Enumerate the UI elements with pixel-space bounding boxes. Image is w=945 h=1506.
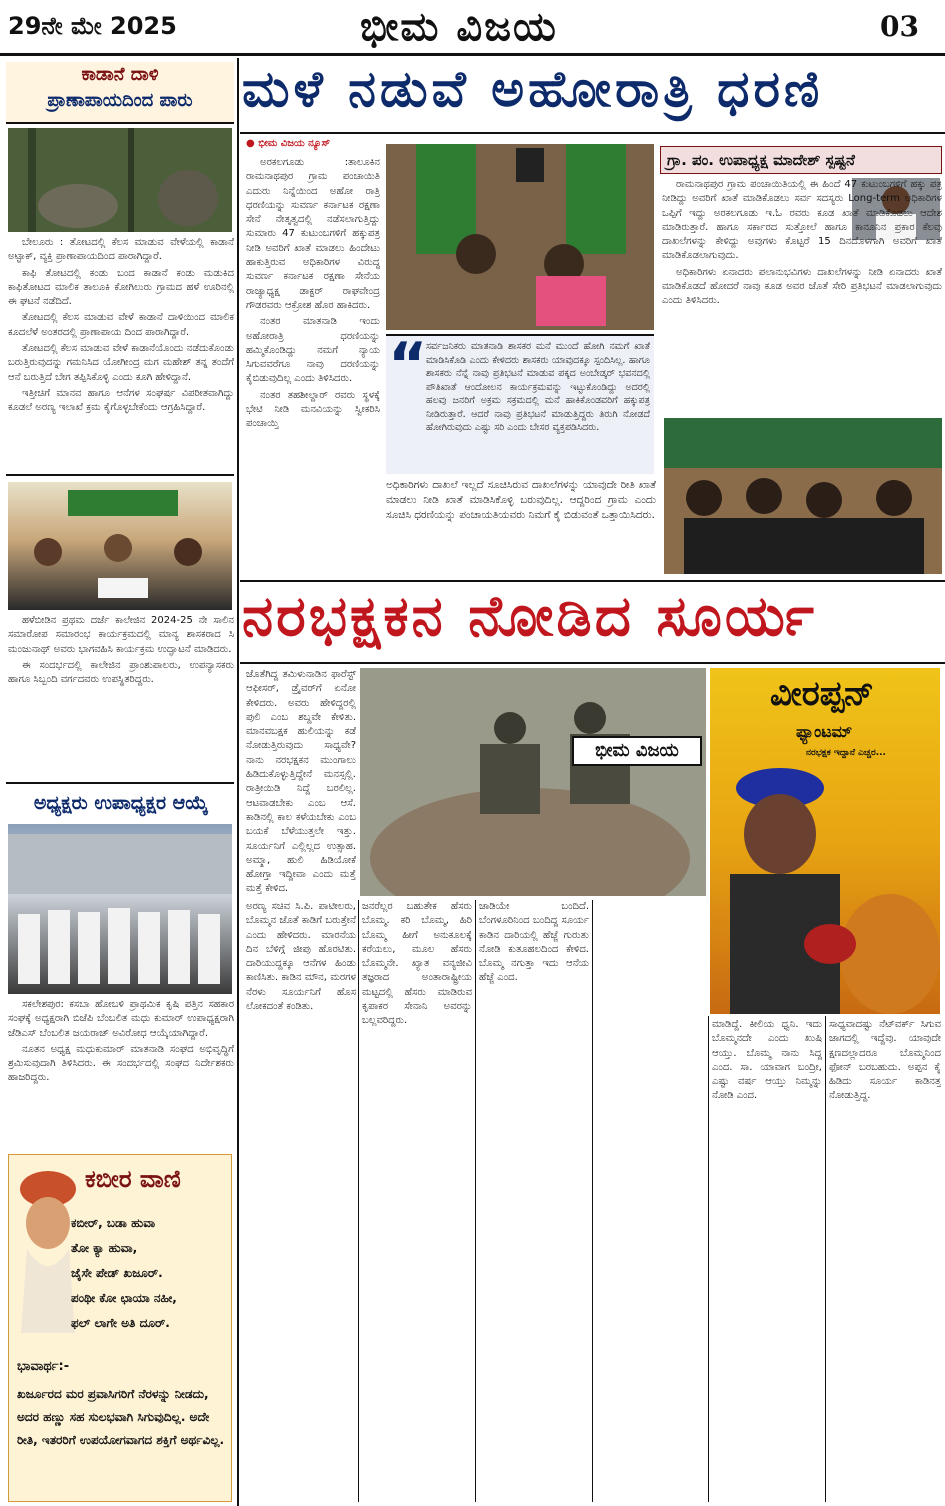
lead-paragraph: ನಂತರ ತಹಶೀಲ್ದಾರ್ ರವರು ಸ್ಥಳಕ್ಕೆ ಭೇಟಿ ನೀಡಿ ಮನವಿಯನ್ನು ಸ್ವೀಕರಿಸಿ ಪಂಚಾಯ್ತಿ: [246, 389, 380, 430]
story1-paragraph: ಇತ್ತೀಚಿಗೆ ಮಾನವ ಹಾಗೂ ಆನೆಗಳ ಸಂಘರ್ಷ ವಿಪರೀತವಾಗಿದ್ದು ಕೂಡಲೆ ಅರಣ್ಯ ಇಲಾಖೆ ಕ್ರಮ ಕೈಗೊಳ್ಳಬೇಕೆಂದು ಆಗ್ರಹಿಸಿದ್ದಾರೆ.: [8, 387, 234, 414]
kabir-verse: [71, 1211, 231, 1351]
side-box-body: [662, 178, 942, 414]
elephant-ride-photo: [360, 668, 706, 896]
lead-paragraph: ನಂತರ ಮಾತನಾಡಿ ಇಂದು ಅಹೋರಾತ್ರಿ ಧರಣಿಯನ್ನು ಹಮ್ಮಿಕೊಂಡಿದ್ದು ನಮಗೆ ನ್ಯಾಯ ಸಿಗುವವರೆಗೂ ನಾವು ದರಣಿಯನ್ನು ಕೈಬಿಡುವುದಿಲ್ಲ ಎಂದು ತಿಳಿಸಿದರು.: [246, 316, 380, 385]
college-event-photo: [8, 482, 232, 610]
kabir-vani-box: [8, 1154, 232, 1502]
photo-brand-stamp: ಭೀಮ ವಿಜಯ: [572, 736, 702, 766]
kabir-meaning-label: ಭಾವಾರ್ಥ:-: [17, 1359, 70, 1374]
story1-title-line2: ಪ್ರಾಣಾಪಾಯದಿಂದ ಪಾರು: [47, 90, 193, 111]
elephant-ride-graphic: [360, 668, 706, 896]
lead-col1: [246, 156, 380, 574]
side-box-paragraph: ಅಧಿಕಾರಿಗಳು ಏನಾದರು ಪಲಾನುಭವಿಗಳು ದಾಖಲೆಗಳನ್ನು ನೀಡಿ ಏನಾದರು ಖಾತೆ ಮಾಡಿಕೊಡದೆ ಹೋದರೆ ನಾವು ಕೂಡ ಅವರ ಜೊತೆ ಸೇರಿ ಪ್ರತಿಭಟನೆ ಮಾಡಲಾಗುವುದು ಎಂದು ತಿಳಿಸಿದರು.: [662, 266, 942, 307]
election-group-graphic: [8, 824, 232, 994]
protest-crowd-photo: [664, 418, 942, 574]
lead-quote-box: [386, 334, 654, 474]
dharna-photo-graphic: [386, 144, 654, 330]
second-col-left: ಜೊತೆಗಿದ್ದ ತಮಿಳುನಾಡಿನ ಫಾರೆಸ್ಟ್ ಆಫೀಸರ್, ಡ್ರೈವರ್‌ಗೆ ಏನೋ ಕೇಳಿದರು. ಅವರು ಹೇಳಿದ್ದರಲ್ಲಿ ಪುಲಿ ಎಂಬ ಶಬ್ದವೇ ಕೇಳಿತು. ಮಾನವಬಕ್ಷಕ ಹುಲಿಯನ್ನು ಕಡೆ ನೋಡುತ್ತಿರುವುದು ಸಾಧ್ಯವೇ? ನಾನು ನರಭಕ್ಷಕನ ಮುಂಗಾಲು ಹಿಡಿದುಕೊಳ್ಳುತ್ತಿದ್ದೇನೆ ಮನಸ್ಸಲ್ಲಿ. ರಾತ್ರೀಯಿಡಿ ನಿದ್ದೆ ಬರಲಿಲ್ಲ. ಆಟವಾಡಬೇಕು ಎಂಬ ಆಸೆ. ಕಾಡಿನಲ್ಲಿ ಕಾಲ ಕಳೆಯಬೇಕು ಎಂಬ ಬಯಕೆ ಬೆಳೆಯುತ್ತಲೇ ಇತ್ತು. ಸೂರ್ಯನಿಗೆ ಎಲ್ಲಿಲ್ಲದ ಉತ್ಸಾಹ. ಅಮ್ಮಾ, ಹುಲಿ ಹಿಡಿಯೋಕೆ ಹೋಗ್ತಾ ಇದ್ದೀವಾ ಎಂದು ಮತ್ತೆ ಮತ್ತೆ ಕೇಳಿದ.: [246, 669, 356, 895]
column-rule: [592, 900, 593, 1502]
elephant-photo: [8, 128, 232, 232]
second-divider-top: [240, 580, 945, 582]
story2-body: [8, 614, 234, 776]
story3-paragraph: ನೂತನ ಅಧ್ಯಕ್ಷ ಮಧುಕುಮಾರ್ ಮಾತನಾಡಿ ಸಂಘದ ಅಭಿವೃದ್ಧಿಗೆ ಶ್ರಮಿಸುವುದಾಗಿ ತಿಳಿಸಿದರು. ಈ ಸಂದರ್ಭದಲ್ಲಿ ಸಂಘದ ನಿರ್ದೇಶಕರು ಹಾಜರಿದ್ದರು.: [8, 1043, 234, 1084]
second-col-d: ಮಾಡಿದ್ದೆ. ಕೀಲಿಯ ಧ್ವನಿ. ಇದು ಬೊಮ್ಮನದೇ ಎಂದು ಖುಷಿ ಆಯ್ತು. ಬೊಮ್ಮ ನಾನು ಸಿದ್ದ ಎಂದ. ಸಾ. ಯಾವಾಗ ಬಂದ್ರೀ, ಎಷ್ಟು ವರ್ಷ ಆಯ್ತು ನಿಮ್ಮನ್ನು ನೋಡಿ ಎಂದ.: [712, 1019, 822, 1102]
story1-body: [8, 236, 234, 470]
kabir-verse-line: ಕಬೀರ್, ಬಡಾ ಹುವಾ: [71, 1216, 156, 1230]
poster-title: ವೀರಪ್ಪನ್: [770, 674, 875, 714]
second-divider: [240, 662, 945, 664]
masthead: [0, 0, 945, 56]
poster-subtitle: ಫ್ಯಾಂಟಮ್: [796, 722, 853, 741]
column-rule: [358, 900, 359, 1502]
byline-bullet-icon: ●: [246, 138, 259, 149]
poster-artwork: [710, 764, 940, 1014]
story1-paragraph: ತೋಟದಲ್ಲಿ ಕೆಲಸ ಮಾಡುವ ವೇಳೆ ಕಾಡಾನೆಯೊಂದು ನಡೆದುಕೊಂಡು ಬರುತ್ತಿರುವುದನ್ನು ಗಮನಿಸಿದ ಯೋಗೀಂದ್ರ ಮಗ ಮಹೇಶ್ ತನ್ನ ತಂದೆಗೆ ಆನೆ ಬರುತ್ತಿದೆ ಬೇಗ ತಪ್ಪಿಸಿಕೊಳ್ಳಿ ಎಂದು ಕೂಗಿ ಹೇಳಿದ್ದಾನೆ.: [8, 343, 234, 383]
dharna-photo: [386, 144, 654, 330]
side-box-title: ಗ್ರಾ. ಪಂ. ಉಪಾಧ್ಯಕ್ಷ ಮಾದೇಶ್ ಸ್ಪಷ್ಟನೆ: [660, 146, 942, 174]
lead-paragraph: ಅರಕಲಗೂಡು :ತಾಲೂಕಿನ ರಾಮನಾಥಪುರ ಗ್ರಾಮ ಪಂಚಾಯಿತಿ ಎದುರು ನಿನ್ನೆಯಿಂದ ಅಹೋ ರಾತ್ರಿ ಧರಣಿಯನ್ನು ಸುವರ್ಣ ಕರ್ನಾಟಕ ರಕ್ಷಣಾ ಸೇನೆ ನೇತೃತ್ವದಲ್ಲಿ ನಡೆಸಲಾಗುತ್ತಿದ್ದು ಸುಮಾರು 47 ಕುಟುಂಬಗಳಿಗೆ ಹಕ್ಕುಪತ್ರ ನೀಡಿ ಅವರಿಗೆ ಖಾತೆ ಮಾಡಲು ಹಿಂದೇಟು ಹಾಕುತ್ತಿರುವ ಅಧಿಕಾರಿಗಳ ವಿರುದ್ಧ ಸುವರ್ಣ ಕರ್ನಾಟಕ ರಕ್ಷಣಾ ಸೇನೆಯ ರಾಜ್ಯಾಧ್ಯಕ್ಷ ಡಾಕ್ಟರ್ ರಾಘವೇಂದ್ರ ಗೌಡರವರು ಆಕ್ರೋಶ ಹೊರ ಹಾಕಿದರು.: [246, 157, 380, 311]
movie-poster: [710, 668, 940, 1014]
kabir-verse-line: ಫಲ್ ಲಾಗೇ ಅತಿ ದೂರ್.: [71, 1316, 170, 1330]
second-col-b: ಜನರೆಲ್ಲರ ಬಹುತೇಕ ಹೆಸರು ಬೊಮ್ಮ. ಕರಿ ಬೊಮ್ಮ, ಹಿರಿ ಬೊಮ್ಮ ಹೀಗೆ ಅನುಕೂಲಕ್ಕೆ ಕರೆಯಲು, ಮೂಲ ಹೆಸರು ಬೊಮ್ಮನೇ. ಖ್ಯಾತ ವನ್ಯಜೀವಿ ತಜ್ಞರಾದ ಅಂತಾರಾಷ್ಟ್ರೀಯ ಮಟ್ಟದಲ್ಲಿ ಹೆಸರು ಮಾಡಿರುವ ಕೃಪಾಕರ ಸೇನಾನಿ ಅವರನ್ನು ಬಲ್ಲವರಿದ್ದರು.: [362, 901, 472, 1027]
second-headline: ನರಭಕ್ಷಕನ ನೋಡಿದ ಸೂರ್ಯ: [242, 584, 817, 649]
protest-crowd-graphic: [664, 418, 942, 574]
second-col-c2: [596, 900, 706, 1502]
story2-paragraph: ಹಳೆಬೀಡಿನ ಪ್ರಥಮ ದರ್ಜೆ ಕಾಲೇಜಿನ 2024-25 ನೇ ಸಾಲಿನ ಸಮಾರೋಪ ಸಮಾರಂಭ ಕಾರ್ಯಕ್ರಮದಲ್ಲಿ ಮಾನ್ಯ ಶಾಸಕರಾದ ಸಿ ಮಂಜುನಾಥ್ ಅವರು ಭಾಗವಹಿಸಿ ಕಾರ್ಯಕ್ರಮ ಉದ್ಘಾಟನೆ ಮಾಡಿದರು.: [8, 615, 234, 655]
story1-paragraph: ಕಾಫಿ ತೋಟದಲ್ಲಿ ಕಂಡು ಬಂದ ಕಾಡಾನೆ ಕಂಡು ಮಡುಕಿದ ಕಾಫಿತೋಟದ ಮಾಲಿಕ ತಾಲೂಕಿ ಕೋಗಿಲುರು ಗ್ರಾಮದ ಹಳೆ ಊರಿನಲ್ಲಿ ಈ ಘಟನೆ ನಡೆದಿದೆ.: [8, 267, 234, 308]
column-divider: [237, 58, 239, 1506]
lead-divider: [240, 132, 945, 134]
lead-headline: ಮಳೆ ನಡುವೆ ಅಹೋರಾತ್ರಿ ಧರಣಿ: [242, 60, 824, 118]
kabir-verse-line: ತೋ ಕ್ಯಾ ಹುವಾ,: [71, 1241, 138, 1255]
elephant-photo-graphic: [8, 128, 232, 232]
story1-paragraph: ಬೇಲೂರು : ತೋಟದಲ್ಲಿ ಕೆಲಸ ಮಾಡುವ ವೇಳೆಯಲ್ಲಿ ಕಾಡಾನೆ ಅಟ್ಟಾಕ್, ವ್ಯಕ್ತಿ ಪ್ರಾಣಾಪಾಯದಿಂದ ಪಾರಾಗಿದ್ದಾರೆ.: [8, 237, 234, 263]
brand-text: ಭೀಮ ವಿಜಯ: [360, 4, 558, 50]
kabir-verse-line: ಪಂಥೀ ಕೋ ಛಾಯಾ ನಹೀ,: [71, 1291, 177, 1305]
story1-title-box: [6, 62, 234, 124]
lead-quote-text: ಸರ್ವಜನಿಕರು ಮಾತನಾಡಿ ಶಾಸಕರ ಮನೆ ಮುಂದೆ ಹೋಗಿ ನಮಗೆ ಖಾತೆ ಮಾಡಿಸಿಕೊಡಿ ಎಂದು ಕೇಳಿದರು ಶಾಸಕರು ಯಾವುದಕ್ಕೂ ಸ್ಪಂದಿಸಿಲ್ಲ. ಹಾಗೂ ಶಾಸಕರು ನೆನ್ನೆ ನಾವು ಪ್ರತಿಭಟನೆ ಮಾಡುವ ಪಕ್ಕದ ಅಂಬೇಡ್ಕರ್ ಭವನದಲ್ಲಿ ಪೌತಿಖಾತೆ ಆಂದೋಲನ ಕಾರ್ಯಕ್ರಮವನ್ನು ಇಟ್ಟುಕೊಂಡಿದ್ದು ಅದರಲ್ಲಿ ಹಲವು ಜನರಿಗೆ ಅಕ್ರಮ ಸಕ್ರಮದಲ್ಲಿ ಮನೆ ಹಾಕಿಕೊಂಡವರಿಗೆ ಹಕ್ಕುಪತ್ರ ನೀಡಿರುತ್ತಾರೆ. ಆದರೆ ನಾವು ಪ್ರತಿಭಟನೆ ಮಾಡುತ್ತಿದ್ದರು ತಿರುಗಿ ನೋಡದೆ ಹೋಗಿರುವುದು ಎಷ್ಟು ಸರಿ ಎಂದು ಬೇಸರ ವ್ಯಕ್ತಪಡಿಸಿದರು.: [426, 341, 650, 433]
story3-body: [8, 998, 234, 1148]
second-col-c: ಜಾಡಿಯೇ ಬಂದಿದೆ. ಬೆಂಗಳೂರಿನಿಂದ ಬಂದಿದ್ದ ಸೂರ್ಯ ಕಾಡಿನ ದಾರಿಯಲ್ಲಿ ಹೆಜ್ಜೆ ಗುರುತು ನೋಡಿ ಕುತೂಹಲದಿಂದ ಕೇಳಿದ. ಬೊಮ್ಮ ನಗುತ್ತಾ ಇದು ಆನೆಯ ಹೆಜ್ಜೆ ಎಂದ.: [479, 901, 589, 984]
side-box-paragraph: ರಾಮನಾಥಪುರ ಗ್ರಾಮ ಪಂಚಾಯಿತಿಯಲ್ಲಿ ಈ ಹಿಂದೆ 47 ಕುಟುಂಬಗಳಿಗೆ ಹಕ್ಕು ಪತ್ರ ನೀಡಿದ್ದು ಅವರಿಗೆ ಖಾತೆ ಮಾಡಿಕೊಡಲು ಸರ್ವ ಸದಸ್ಯರು Long-term ಅಧಿಕಾರಿಗಳ ಒಪ್ಪಿಗೆ ಇದ್ದು ಅರಕಲಗೂಡು ಇ.ಓ ರವರು ಕೂಡ ಖಾತೆ ಮಾಡಿಕೊಡಲು ಆದೇಶ ಮಾಡಿರುತ್ತಾರೆ. ಹಾಗೂ ಸರ್ಕಾರದ ಸುತ್ತೋಲೆ ಹಾಗೂ ಕಾನೂನಿನ ಪ್ರಕಾರ ಕೆಲವು ದಾಖಲೆಗಳನ್ನು ಕೇಳಿದ್ದು ಅವುಗಳು ಕೊಟ್ಟರೆ 15 ದಿನದೊಳಗಾಗಿ ಅವರಿಗೆ ಖಾತೆ ಮಾಡಿಕೊಡಲಾಗುವುದು.: [662, 179, 942, 262]
left-divider: [6, 474, 234, 476]
quote-mark-icon: “: [388, 340, 428, 390]
poster-tagline: ನರಭಕ್ಷಕ ಇದ್ದಾನೆ ಎಚ್ಚರ...: [806, 748, 886, 758]
left-divider: [6, 782, 234, 784]
column-rule: [475, 900, 476, 1502]
second-col-a: ಅರಣ್ಯ ಸಚಿವ ಸಿ.ಪಿ. ಪಾಟೀಲರು, ಬೊಮ್ಮನ ಜೊತೆ ಕಾಡಿಗೆ ಬರುತ್ತೇನೆ ಎಂದು ಹೇಳಿದರು. ಮಾರನೆಯ ದಿನ ಬೆಳಿಗ್ಗೆ ಜೀಪು ಹೊರಟಿತು. ದಾರಿಯುದ್ದಕ್ಕೂ ಆನೆಗಳ ಹಿಂಡು ಕಾಣಿಸಿತು. ಕಾಡಿನ ಮೌನ, ಮರಗಳ ನೆರಳು ಸೂರ್ಯನಿಗೆ ಹೊಸ ಲೋಕದಂತೆ ಕಂಡಿತು.: [246, 901, 356, 1013]
kabir-title: ಕಬೀರ ವಾಣಿ: [85, 1165, 181, 1193]
lead-bottom-text: ಅಧಿಕಾರಿಗಳು ದಾಖಲೆ ಇಲ್ಲದೆ ಸೂಚಿಸಿರುವ ದಾಖಲೆಗಳನ್ನು ಯಾವುದೇ ರೀತಿ ಖಾತೆ ಮಾಡಲು ನೀಡಿ ಖಾತೆ ಮಾಡಿಸಿಕೊಳ್ಳಿ ಬರುವುದಿಲ್ಲ. ಆದ್ದರಿಂದ ಗ್ರಾಮ ಎಂದು ಸೂಚಿಸಿ ಧರಣಿಯನ್ನು ಪಂಚಾಯತಿಯವರು ನಿಮಗೆ ಕೈ ಬಿಡುವಂತೆ ಒತ್ತಾಯಿಸಿದರು.: [386, 479, 656, 521]
page-number: 03: [880, 10, 919, 43]
kabir-verse-line: ಜೈಸೇ ಪೇಡ್ ಖಜೂರ್.: [71, 1266, 163, 1280]
story1-paragraph: ತೋಟದಲ್ಲಿ ಕೆಲಸ ಮಾಡುವ ವೇಳೆ ಕಾಡಾನೆ ದಾಳಿಯಿಂದ ಮಾಲಿಕ ಕೂದಲೆಳೆ ಅಂತರದಲ್ಲಿ ಪ್ರಾಣಾಪಾಯ ದಿಂದ ಪಾರಾಗಿದ್ದಾರೆ.: [8, 312, 234, 338]
story1-title-line1: ಕಾಡಾನೆ ದಾಳಿ: [81, 64, 159, 85]
lead-byline: [246, 138, 380, 154]
kabir-meaning: ಖರ್ಜೂರದ ಮರ ಪ್ರವಾಸಿಗರಿಗೆ ನೆರಳನ್ನು ನೀಡದು, ಅದರ ಹಣ್ಣು ಸಹ ಸುಲಭವಾಗಿ ಸಿಗುವುದಿಲ್ಲ. ಅದೇ ರೀತಿ, ಇತರರಿಗೆ ಉಪಯೋಗವಾಗದ ಶಕ್ತಿಗೆ ಅರ್ಥವಿಲ್ಲ.: [17, 1387, 225, 1447]
story3-paragraph: ಸಕಲೇಶಪುರ: ಕಸಬಾ ಹೋಬಳಿ ಪ್ರಾಥಮಿಕ ಕೃಷಿ ಪತ್ತಿನ ಸಹಕಾರ ಸಂಘಕ್ಕೆ ಅಧ್ಯಕ್ಷರಾಗಿ ಬಿಜೆಪಿ ಬೆಂಬಲಿತ ಮಧು ಕುಮಾರ್ ಉಪಾಧ್ಯಕ್ಷರಾಗಿ ಜೆಡಿಎಸ್ ಬೆಂಬಲಿತ ಜಯರಾಜ್ ಅವಿರೋಧ ಆಯ್ಕೆಯಾಗಿದ್ದಾರೆ.: [8, 999, 234, 1039]
column-rule: [825, 1016, 826, 1502]
story3-title: ಅಧ್ಯಕ್ಷರು ಉಪಾಧ್ಯಕ್ಷರ ಆಯ್ಕೆ: [33, 792, 209, 814]
second-col-e: ಸಾಧ್ಯವಾದಷ್ಟು ನೆಟ್‌ವರ್ಕ್ ಸಿಗುವ ಜಾಗದಲ್ಲಿ ಇದ್ದೆವು. ಯಾವುದೇ ಕ್ಷಣದಲ್ಲಾದರೂ ಬೊಮ್ಮನಿಂದ ಫೋನ್ ಬರಬಹುದು. ಅಪ್ಪನ ಕೈ ಹಿಡಿದು ಸೂರ್ಯ ಕಾಡಿನತ್ತ ನೋಡುತ್ತಿದ್ದ.: [829, 1019, 941, 1102]
story2-paragraph: ಈ ಸಂದರ್ಭದಲ್ಲಿ ಕಾಲೇಜಿನ ಪ್ರಾಂಶುಪಾಲರು, ಉಪನ್ಯಾಸಕರು ಹಾಗೂ ಸಿಬ್ಬಂದಿ ವರ್ಗದವರು ಉಪಸ್ಥಿತರಿದ್ದರು.: [8, 659, 234, 686]
election-group-photo: [8, 824, 232, 994]
column-rule: [708, 1016, 709, 1502]
college-event-graphic: [8, 482, 232, 610]
newspaper-brand: [360, 4, 558, 50]
lead-byline-text: ಭೀಮ ವಿಜಯ ನ್ಯೂಸ್: [258, 138, 331, 149]
issue-date: 29ನೇ ಮೇ 2025: [8, 12, 177, 40]
